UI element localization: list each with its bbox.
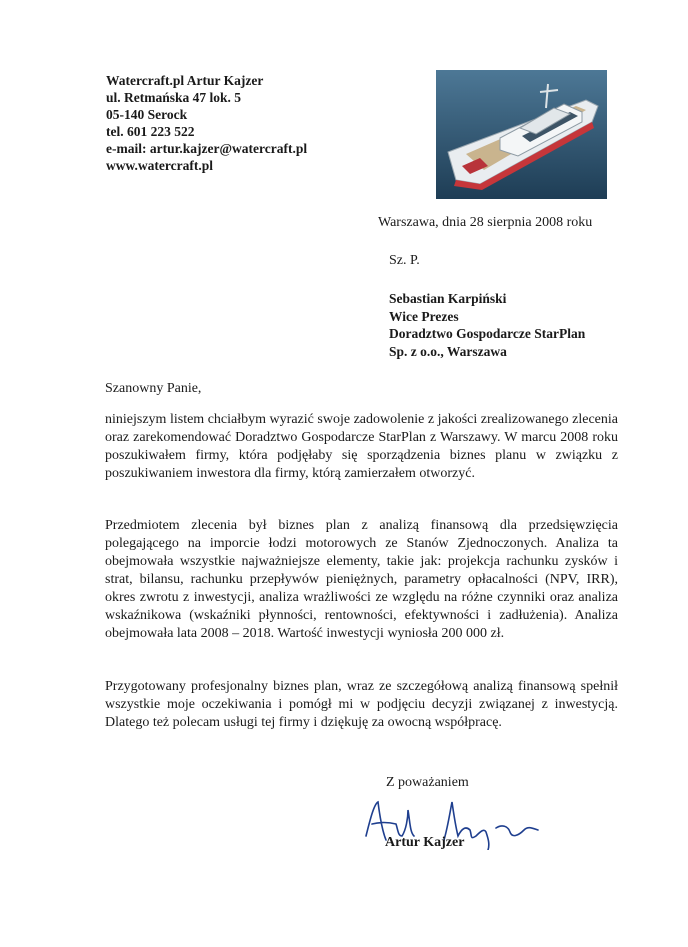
letter-date: Warszawa, dnia 28 sierpnia 2008 roku — [378, 215, 593, 230]
sender-website: www.watercraft.pl — [106, 158, 213, 173]
sender-company: Watercraft.pl Artur Kajzer — [106, 73, 264, 88]
recipient-block — [389, 290, 585, 360]
recipient-title: Wice Prezes — [389, 308, 459, 324]
sender-email: e-mail: artur.kajzer@watercraft.pl — [106, 141, 308, 156]
sender-phone: tel. 601 223 522 — [106, 124, 195, 139]
paragraph-scope: Przedmiotem zlecenia był biznes plan z analizą finansową dla przedsięwzięcia polegającego na imporcie łodzi motorowych ze Stanów Zjednoczonych. Analiza ta obejmowała wszystkie najważniejsze elementy, takie jak: projekcja rachunku zysków i strat, bilansu, rachunku przepływów pieniężnych, parametry opłacalności (NPV, IRR), okres zwrotu z inwestycji, analiza wrażliwości ze względu na różne czynniki oraz analiza wskaźnikowa (wskaźniki płynności, rentowności, efektywności i zadłużenia). Analiza obejmowała lata 2008 – 2018. Wartość inwestycji wyniosła 200 000 zł. — [105, 518, 618, 641]
paragraph-recommendation: Przygotowany profesjonalny biznes plan, wraz ze szczegółową analizą finansową spełnił wszystkie moje oczekiwania i pomógł mi w podjęciu decyzji związanej z inwestycją. Dlatego też polecam usługi tej firmy i dziękuję za owocną współpracę. — [105, 679, 618, 730]
sender-street: ul. Retmańska 47 lok. 5 — [106, 90, 242, 105]
closing-phrase: Z poważaniem — [386, 775, 469, 790]
sender-address-block — [106, 72, 307, 174]
yacht-photo — [436, 70, 607, 199]
recipient-company: Doradztwo Gospodarcze StarPlan — [389, 326, 586, 341]
greeting: Szanowny Panie, — [105, 381, 202, 396]
honorific: Sz. P. — [389, 253, 420, 268]
sender-city: 05-140 Serock — [106, 107, 188, 122]
paragraph-intro: niniejszym listem chciałbym wyrazić swoje zadowolenie z jakości zrealizowanego zlecenia oraz zarekomendować Doradztwo Gospodarcze StarPlan z Warszawy. W marcu 2008 roku poszukiwałem firmy, która podjęłaby się sporządzenia biznes planu w związku z poszukiwaniem inwestora dla firmy, którą zamierzałem otworzyć. — [105, 412, 618, 481]
recipient-name: Sebastian Karpiński — [389, 291, 507, 306]
yacht-illustration — [436, 70, 607, 199]
signer-name: Artur Kajzer — [385, 835, 465, 850]
recipient-company-suffix: Sp. z o.o., Warszawa — [389, 343, 507, 359]
